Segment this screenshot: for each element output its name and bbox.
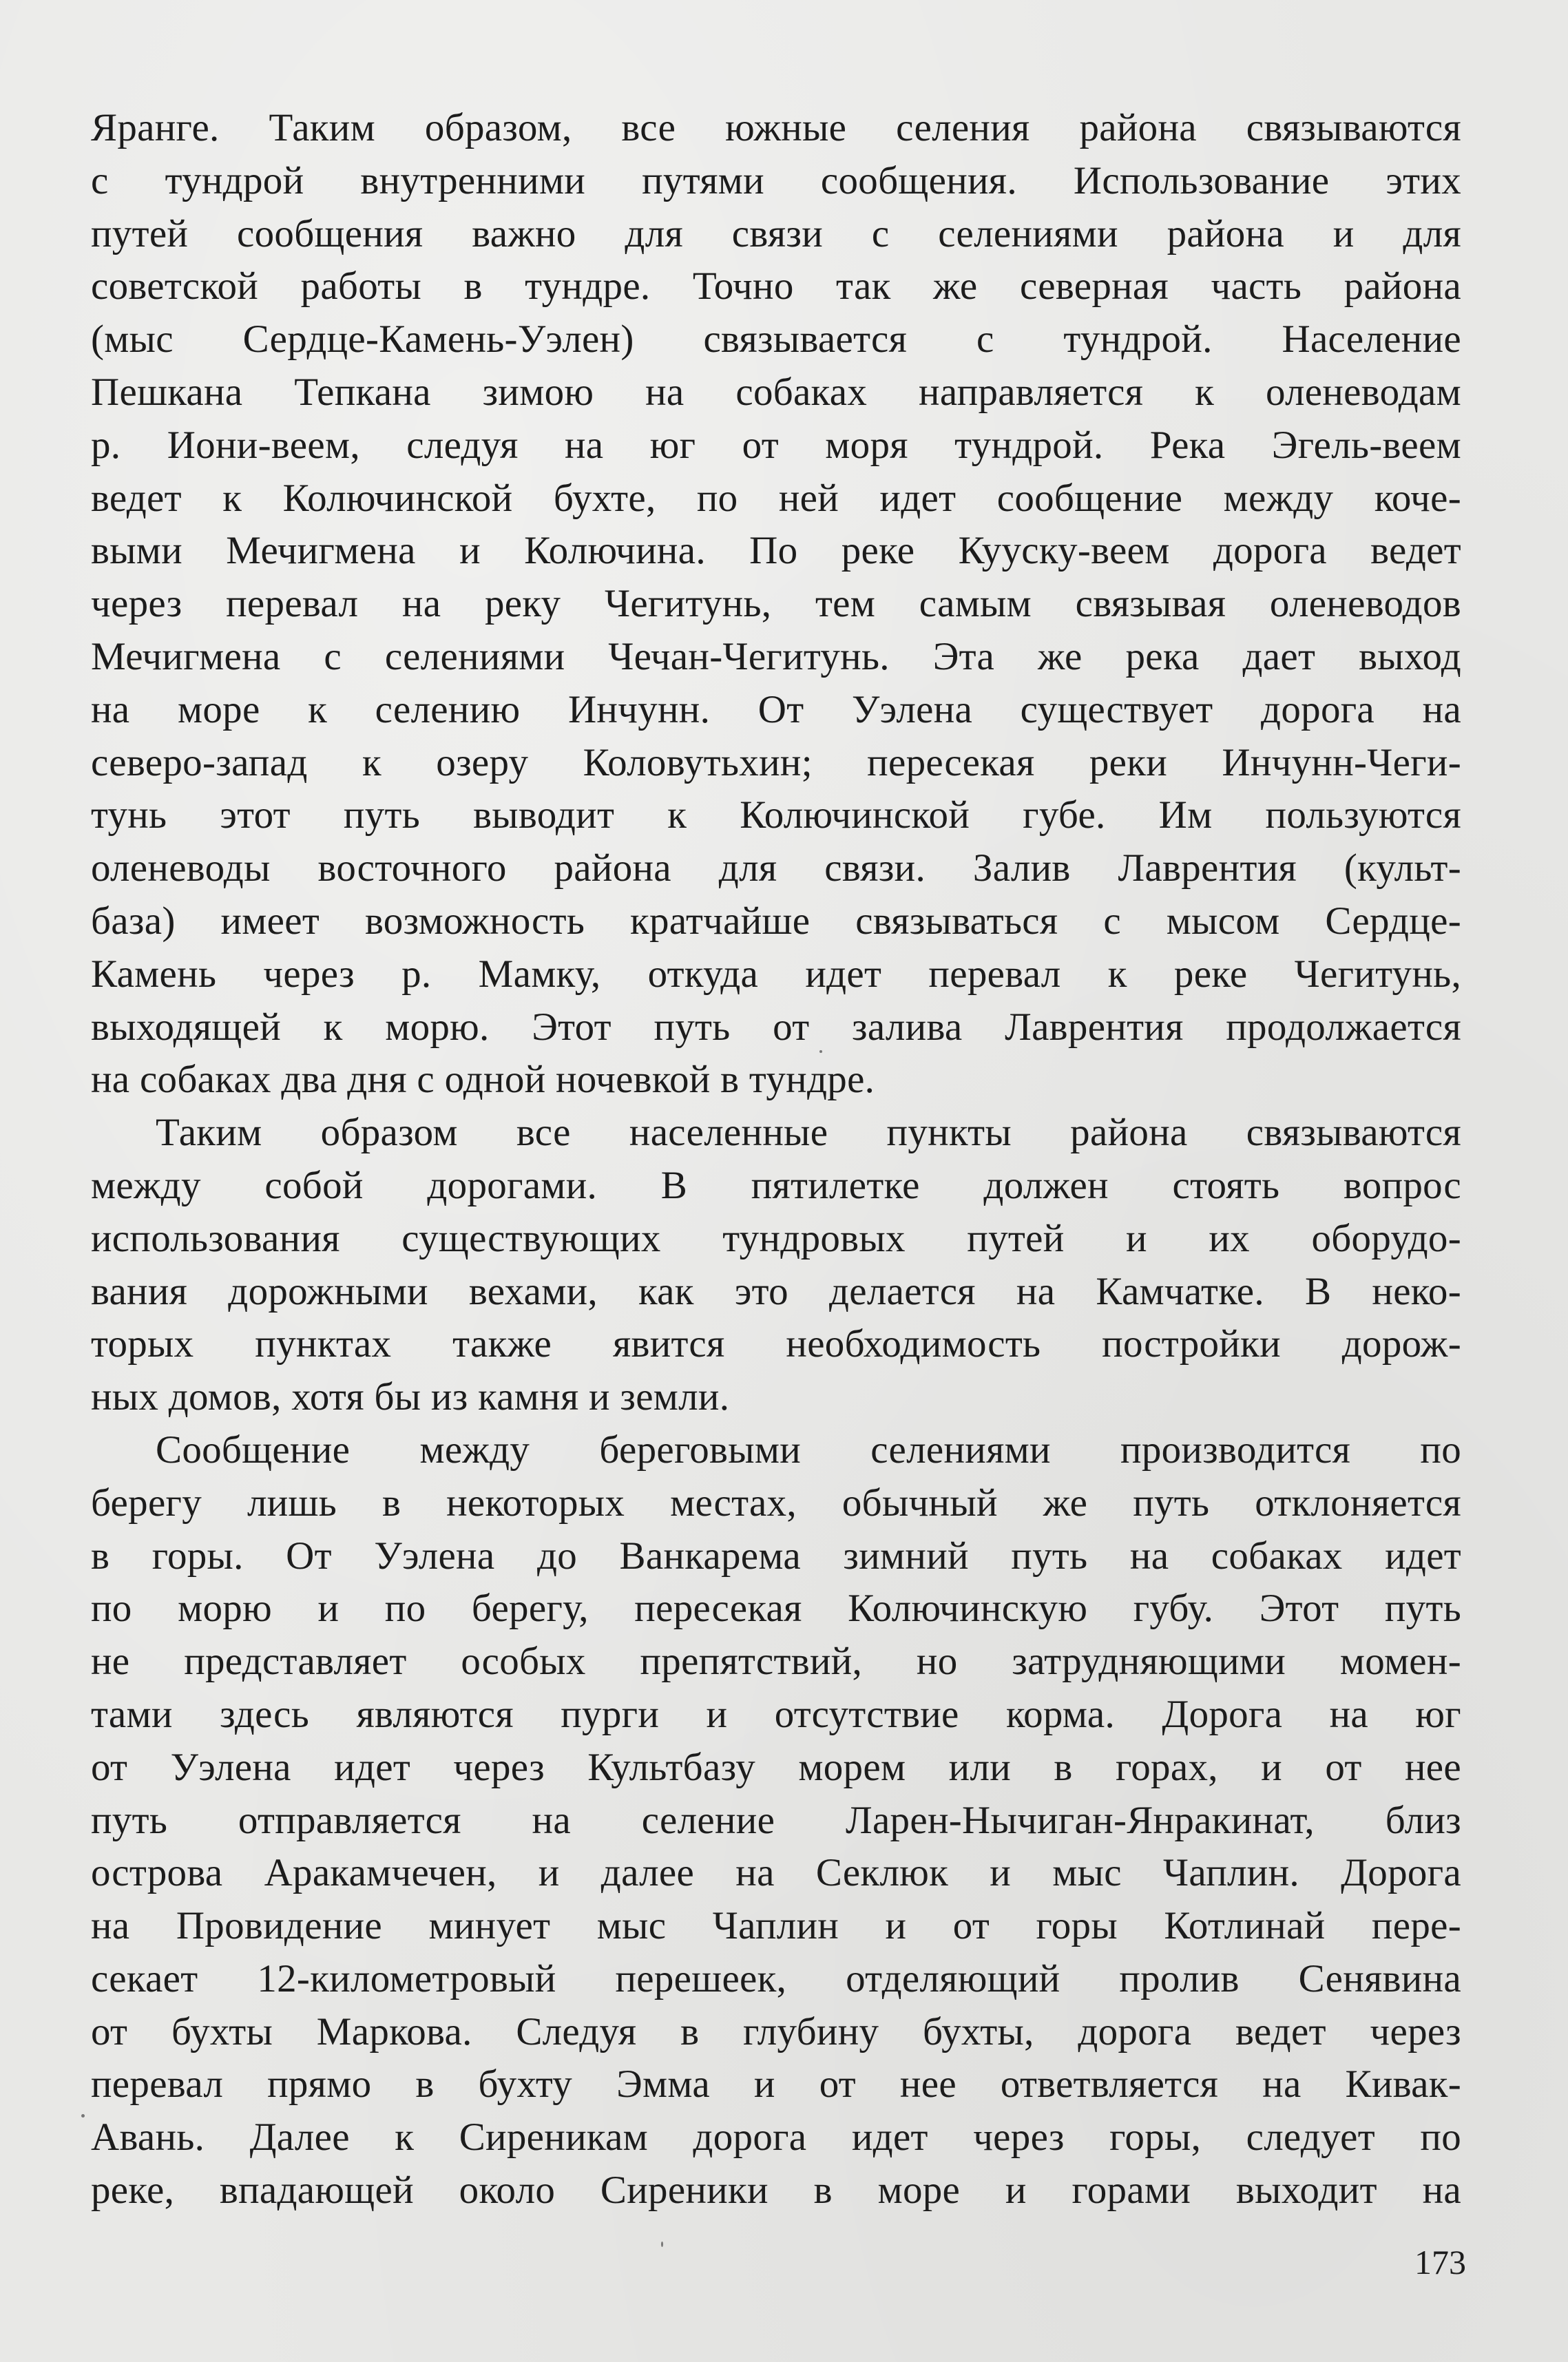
text-line: тами здесь являются пурги и отсутствие корма. Дорога на юг (91, 1692, 1461, 1736)
text-line: выми Мечигмена и Колючина. По реке Кууску-веем дорога ведет (91, 529, 1461, 573)
page-number: 173 (1414, 2243, 1466, 2281)
text-line: не представляет особых препятствий, но затрудняющими момен- (91, 1640, 1461, 1684)
text-line: на море к селению Инчунн. От Уэлена существует дорога на (91, 687, 1461, 731)
text-line: путь отправляется на селение Ларен-Нычиган-Янракинат, близ (91, 1798, 1461, 1842)
text-line: Пешкана Тепкана зимою на собаках направляется к оленеводам (91, 370, 1461, 414)
text-line: вания дорожными вехами, как это делается на Камчатке. В неко- (91, 1269, 1461, 1313)
print-speck (819, 1050, 822, 1053)
text-line: оленеводы восточного района для связи. Залив Лаврентия (культ- (91, 846, 1461, 890)
text-line: ных домов, хотя бы из камня и земли. (91, 1375, 730, 1419)
text-line: р. Иони-веем, следуя на юг от моря тундрой. Река Эгель-веем (91, 423, 1461, 467)
text-line: между собой дорогами. В пятилетке должен стоять вопрос (91, 1163, 1461, 1207)
text-line: северо-запад к озеру Коловутьхин; пересекая реки Инчунн-Чеги- (91, 740, 1461, 784)
text-line: секает 12-километровый перешеек, отделяющий пролив Сенявина (91, 1956, 1461, 2000)
text-line: Яранге. Таким образом, все южные селения района связываются (91, 106, 1461, 149)
text-line: советской работы в тундре. Точно так же северная часть района (91, 264, 1461, 309)
text-line: от бухты Маркова. Следуя в глубину бухты, дорога ведет через (91, 2009, 1461, 2053)
text-line: выходящей к морю. Этот путь от залива Лаврентия продолжается (91, 1005, 1461, 1049)
text-line: Авань. Далее к Сиреникам дорога идет через горы, следует по (91, 2115, 1461, 2160)
text-line: ведет к Колючинской бухте, по ней идет сообщение между коче- (91, 476, 1461, 520)
text-line: реке, впадающей около Сиреники в море и горами выходит на (91, 2168, 1461, 2213)
text-line: через перевал на реку Чегитунь, тем самым связывая оленеводов (91, 582, 1461, 626)
text-line: от Уэлена идет через Культбазу морем или в горах, и от нее (91, 1745, 1461, 1789)
text-line: путей сообщения важно для связи с селениями района и для (91, 211, 1461, 255)
print-speck (81, 2114, 85, 2118)
text-line: острова Аракамчечен, и далее на Секлюк и мыс Чаплин. Дорога (91, 1851, 1461, 1895)
text-line: торых пунктах также явится необходимость постройки дорож- (91, 1322, 1461, 1366)
text-line: по морю и по берегу, пересекая Колючинскую губу. Этот путь (91, 1587, 1461, 1631)
text-line: тунь этот путь выводит к Колючинской губе. Им пользуются (91, 793, 1461, 837)
body-text (91, 102, 1461, 2217)
text-line: с тундрой внутренними путями сообщения. Использование этих (91, 158, 1461, 202)
print-speck (661, 2241, 663, 2247)
text-line: база) имеет возможность кратчайше связываться с мысом Сердце- (91, 899, 1461, 943)
text-line: на собаках два дня с одной ночевкой в тундре. (91, 1058, 875, 1102)
text-line: в горы. От Уэлена до Ванкарема зимний путь на собаках идет (91, 1534, 1461, 1578)
text-line: перевал прямо в бухту Эмма и от нее ответвляется на Кивак- (91, 2062, 1461, 2107)
text-line: на Провидение минует мыс Чаплин и от горы Котлинай пере- (91, 1904, 1461, 1948)
text-line: Мечигмена с селениями Чечан-Чегитунь. Эта же река дает выход (91, 634, 1461, 678)
text-line: Сообщение между береговыми селениями производится по (156, 1428, 1461, 1472)
text-line: Таким образом все населенные пункты района связываются (156, 1111, 1461, 1155)
text-line: Камень через р. Мамку, откуда идет перевал к реке Чегитунь, (91, 952, 1461, 996)
text-line: (мыс Сердце-Камень-Уэлен) связывается с тундрой. Население (91, 317, 1461, 362)
text-line: использования существующих тундровых путей и их оборудо- (91, 1216, 1461, 1260)
text-line: берегу лишь в некоторых местах, обычный же путь отклоняется (91, 1481, 1461, 1525)
